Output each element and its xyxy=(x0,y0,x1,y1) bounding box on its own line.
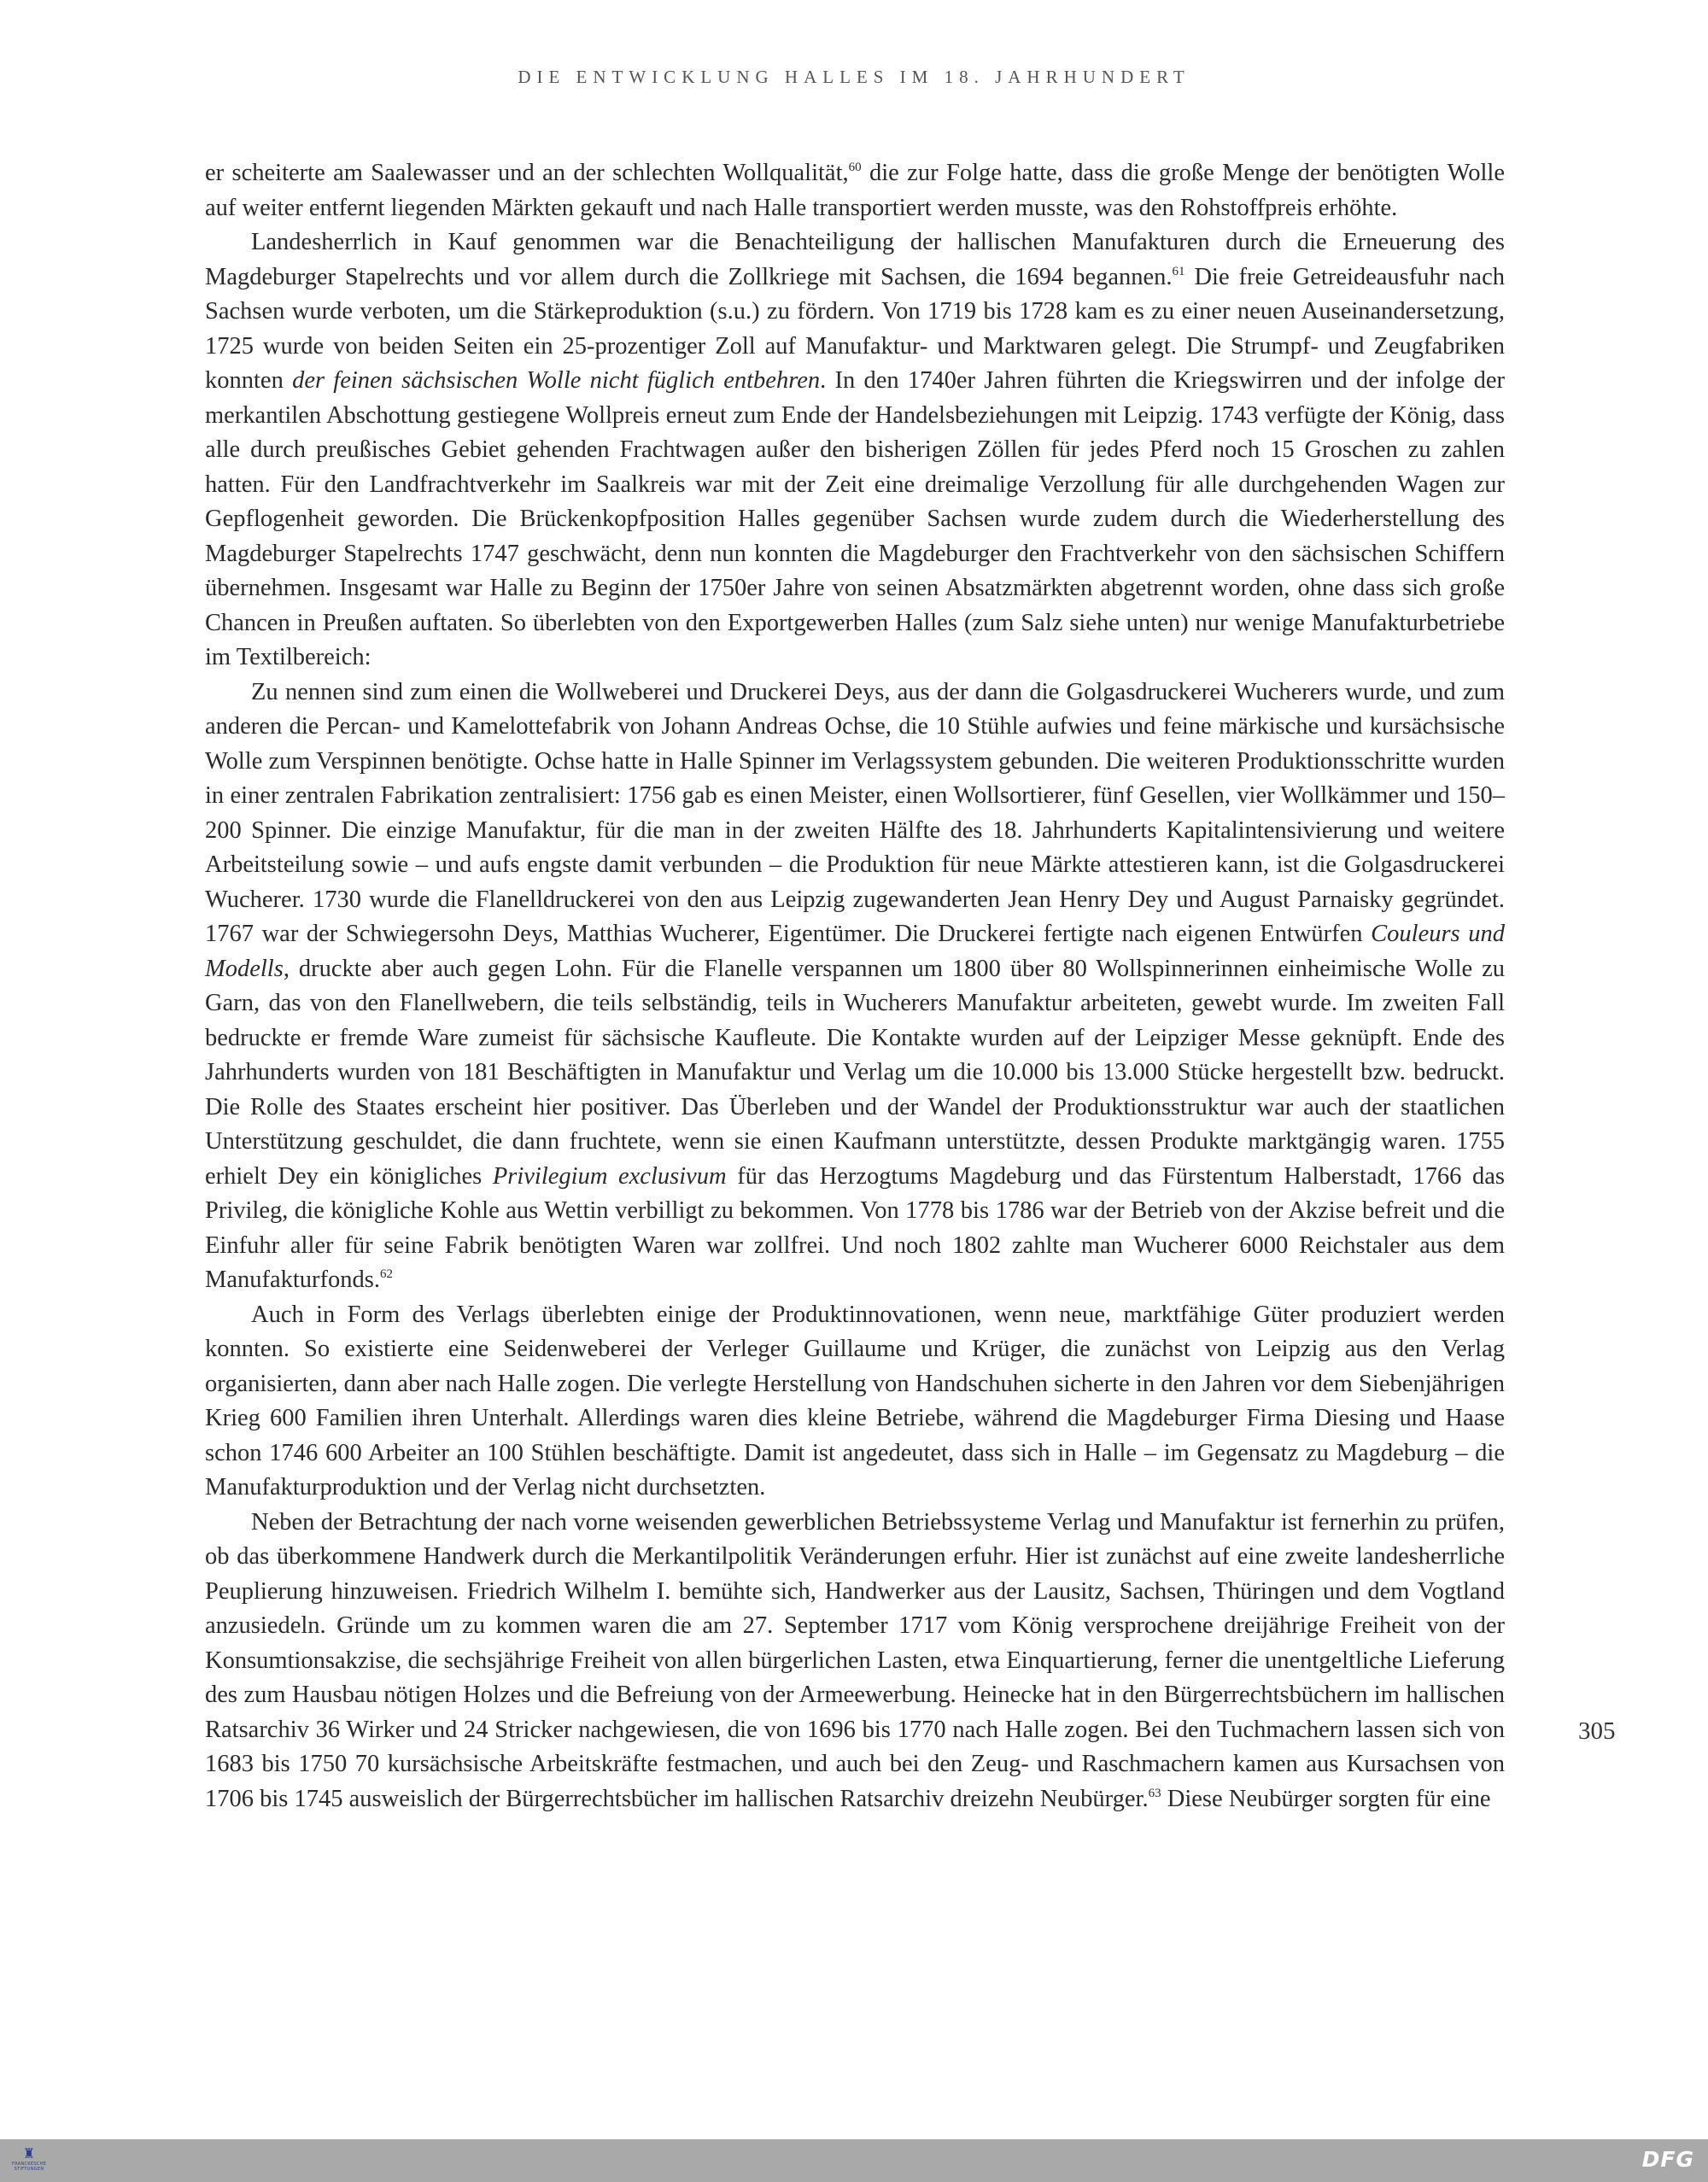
body-text xyxy=(205,156,1505,1816)
text-run: Neben der Betrachtung der nach vorne weisenden gewerblichen Betriebssysteme Verlag und Manufaktur ist fernerhin zu prüfen, ob das überkommene Handwerk durch die Merkantilpolitik Veränderungen erfuhr. Hier ist zunächst auf eine zweite landesherrliche Peuplierung hinzuweisen. Friedrich Wilhelm I. bemühte sich, Handwerker aus der Lausitz, Sachsen, Thüringen und dem Vogtland anzusiedeln. Gründe um zu kommen waren die am 27. September 1717 vom König versprochene dreijährige Freiheit von der Konsumtionsakzise, die sechsjährige Freiheit von allen bürgerlichen Lasten, etwa Einquartierung, ferner die unentgeltliche Lieferung des zum Hausbau nötigen Holzes und die Befreiung von der Armeewerbung. Heinecke hat in den Bürgerrechtsbüchern im hallischen Ratsarchiv 36 Wirker und 24 Stricker nachgewiesen, die von 1696 bis 1770 nach Halle zogen. Bei den Tuchmachern lassen sich von 1683 bis 1750 70 kursächsische Arbeitskräfte festmachen, und auch bei den Zeug- und Raschmachern kamen aus Kursachsen von 1706 bis 1745 ausweislich der Bürgerrechtsbücher im hallischen Ratsarchiv dreizehn Neubürger. xyxy=(205,1508,1505,1812)
footnote-marker: 63 xyxy=(1148,1786,1161,1800)
text-run: er scheiterte am Saalewasser und an der schlechten Wollqualität, xyxy=(205,160,849,186)
paragraph xyxy=(205,1298,1505,1506)
statue-icon: ♜ xyxy=(22,2145,36,2162)
text-run: für das Herzogtums Magdeburg und das Fürstentum Halberstadt, 1766 das Privileg, die königliche Kohle aus Wettin verbilligt zu bekommen. Von 1778 bis 1786 war der Betrieb von der Akzise befreit und die Einfuhr aller für seine Fabrik benötigten Waren war zollfrei. Und noch 1802 zahlte man Wucherer 6000 Reichstaler aus dem Manufakturfonds. xyxy=(205,1162,1505,1293)
page-number: 305 xyxy=(1578,1717,1616,1745)
running-head: DIE ENTWICKLUNG HALLES IM 18. JAHRHUNDERT xyxy=(518,67,1190,87)
italic-quote: Couleurs und Modells xyxy=(205,921,1505,982)
footnote-marker: 61 xyxy=(1172,264,1185,278)
paragraph xyxy=(205,1506,1505,1817)
paragraph xyxy=(205,676,1505,1298)
footnote-marker: 60 xyxy=(848,161,862,174)
text-run: Zu nennen sind zum einen die Wollweberei und Druckerei Deys, aus der dann die Golgasdruckerei Wucherers wurde, und zum anderen die Percan- und Kamelottefabrik von Johann Andreas Ochse, die 10 Stühle aufwies und feine märkische und kursächsische Wolle zum Verspinnen benötigte. Ochse hatte in Halle Spinner im Verlagssystem gebunden. Die weiteren Produktionsschritte wurden in einer zentralen Fabrikation zentralisiert: 1756 gab es einen Meister, einen Wollsortierer, fünf Gesellen, vier Wollkämmer und 150–200 Spinner. Die einzige Manufaktur, für die man in der zweiten Hälfte des 18. Jahrhunderts Kapitalintensivierung und weitere Arbeitsteilung sowie – und aufs engste damit verbunden – die Produktion für neue Märkte attestieren kann, ist die Golgasdruckerei Wucherer. 1730 wurde die Flanelldruckerei von den aus Leipzig zugewanderten Jean Henry Dey und August Parnaisky gegründet. 1767 war der Schwiegersohn Deys, Matthias Wucherer, Eigentümer. Die Druckerei fertigte nach eigenen Entwürfen xyxy=(205,678,1505,947)
text-run: Diese Neubürger sorgten für eine xyxy=(1161,1785,1491,1812)
footer-logo-caption: FRANCKESCHE STIFTUNGEN xyxy=(12,2162,47,2172)
footnote-marker: 62 xyxy=(380,1267,393,1281)
text-run: Die freie Getreideausfuhr nach Sachsen wurde verboten, um die Stärkeproduktion (s.u.) zu fördern. Von 1719 bis 1728 kam es zu einer neuen Auseinandersetzung, 1725 wurde von beiden Seiten ein 25-prozentiger Zoll auf Manufaktur- und Marktwaren gelegt. Die Strumpf- und Zeugfabriken konnten xyxy=(205,263,1505,394)
italic-quote: Privilegium exclusivum xyxy=(492,1162,727,1190)
text-run: die zur Folge hatte, dass die große Menge der benötigten Wolle auf weiter entfernt liegenden Märkten gekauft und nach Halle transportiert werden musste, was den Rohstoffpreis erhöhte. xyxy=(205,160,1505,221)
text-run: Auch in Form des Verlags überlebten einige der Produktinnovationen, wenn neue, marktfähige Güter produziert werden konnten. So existierte eine Seidenweberei der Verleger Guillaume und Krüger, die zunächst von Leipzig aus den Verlag organisierten, dann aber nach Halle zogen. Die verlegte Herstellung von Handschuhen sicherte in den Jahren vor dem Siebenjährigen Krieg 600 Familien ihren Unterhalt. Allerdings waren dies kleine Betriebe, während die Magdeburger Firma Diesing und Haase schon 1746 600 Arbeiter an 100 Stühlen beschäftigte. Damit ist angedeutet, dass sich in Halle – im Gegensatz zu Magdeburg – die Manufakturproduktion und der Verlag nicht durchsetzten. xyxy=(205,1301,1505,1500)
dfg-logo: DFG xyxy=(1641,2147,1694,2172)
franckesche-stiftungen-logo xyxy=(12,2146,46,2175)
paragraph xyxy=(205,156,1505,225)
text-run: . In den 1740er Jahren führten die Kriegswirren und der infolge der merkantilen Abschottung gestiegene Wollpreis erneut zum Ende der Handelsbeziehungen mit Leipzig. 1743 verfügte der König, dass alle durch preußisches Gebiet gehenden Frachtwagen außer den bisherigen Zöllen für jedes Pferd noch 15 Groschen zu zahlen hatten. Für den Landfrachtverkehr im Saalkreis war mit der Zeit eine dreimalige Verzollung für alle durchgehenden Wagen zur Gepflogenheit geworden. Die Brückenkopfposition Halles gegenüber Sachsen wurde zudem durch die Wiederherstellung des Magdeburger Stapelrechts 1747 geschwächt, denn nun konnten die Magdeburger den Frachtverkehr von den sächsischen Schiffern übernehmen. Insgesamt war Halle zu Beginn der 1750er Jahre von seinen Absatzmärkten abgetrennt worden, ohne dass sich große Chancen in Preußen auftaten. So überlebten von den Exportgewerben Halles (zum Salz siehe unten) nur wenige Manufakturbetriebe im Textilbereich: xyxy=(205,367,1505,670)
paragraph xyxy=(205,225,1505,676)
italic-quote: der feinen sächsischen Wolle nicht füglich entbehren xyxy=(292,367,821,394)
text-run: Landesherrlich in Kauf genommen war die Benachteiligung der hallischen Manufakturen durch die Erneuerung des Magdeburger Stapelrechts und vor allem durch die Zollkriege mit Sachsen, die 1694 begannen. xyxy=(205,229,1505,290)
viewer-footer-bar xyxy=(0,2139,1708,2182)
text-run: , druckte aber auch gegen Lohn. Für die Flanelle verspannen um 1800 über 80 Wollspinnerinnen einheimische Wolle zu Garn, das von den Flanellwebern, die teils selbständig, teils in Wucherers Manufaktur arbeiteten, gewebt wurde. Im zweiten Fall bedruckte er fremde Ware zumeist für sächsische Kaufleute. Die Kontakte wurden auf der Leipziger Messe geknüpft. Ende des Jahrhunderts wurden von 181 Beschäftigten in Manufaktur und Verlag um die 10.000 bis 13.000 Stücke hergestellt bzw. bedruckt. Die Rolle des Staates erscheint hier positiver. Das Überleben und der Wandel der Produktionsstruktur war auch der staatlichen Unterstützung geschuldet, die dann fruchtete, wenn sie einen Kaufmann unterstützte, dessen Produkte marktgängig waren. 1755 erhielt Dey ein königliches xyxy=(205,955,1505,1190)
